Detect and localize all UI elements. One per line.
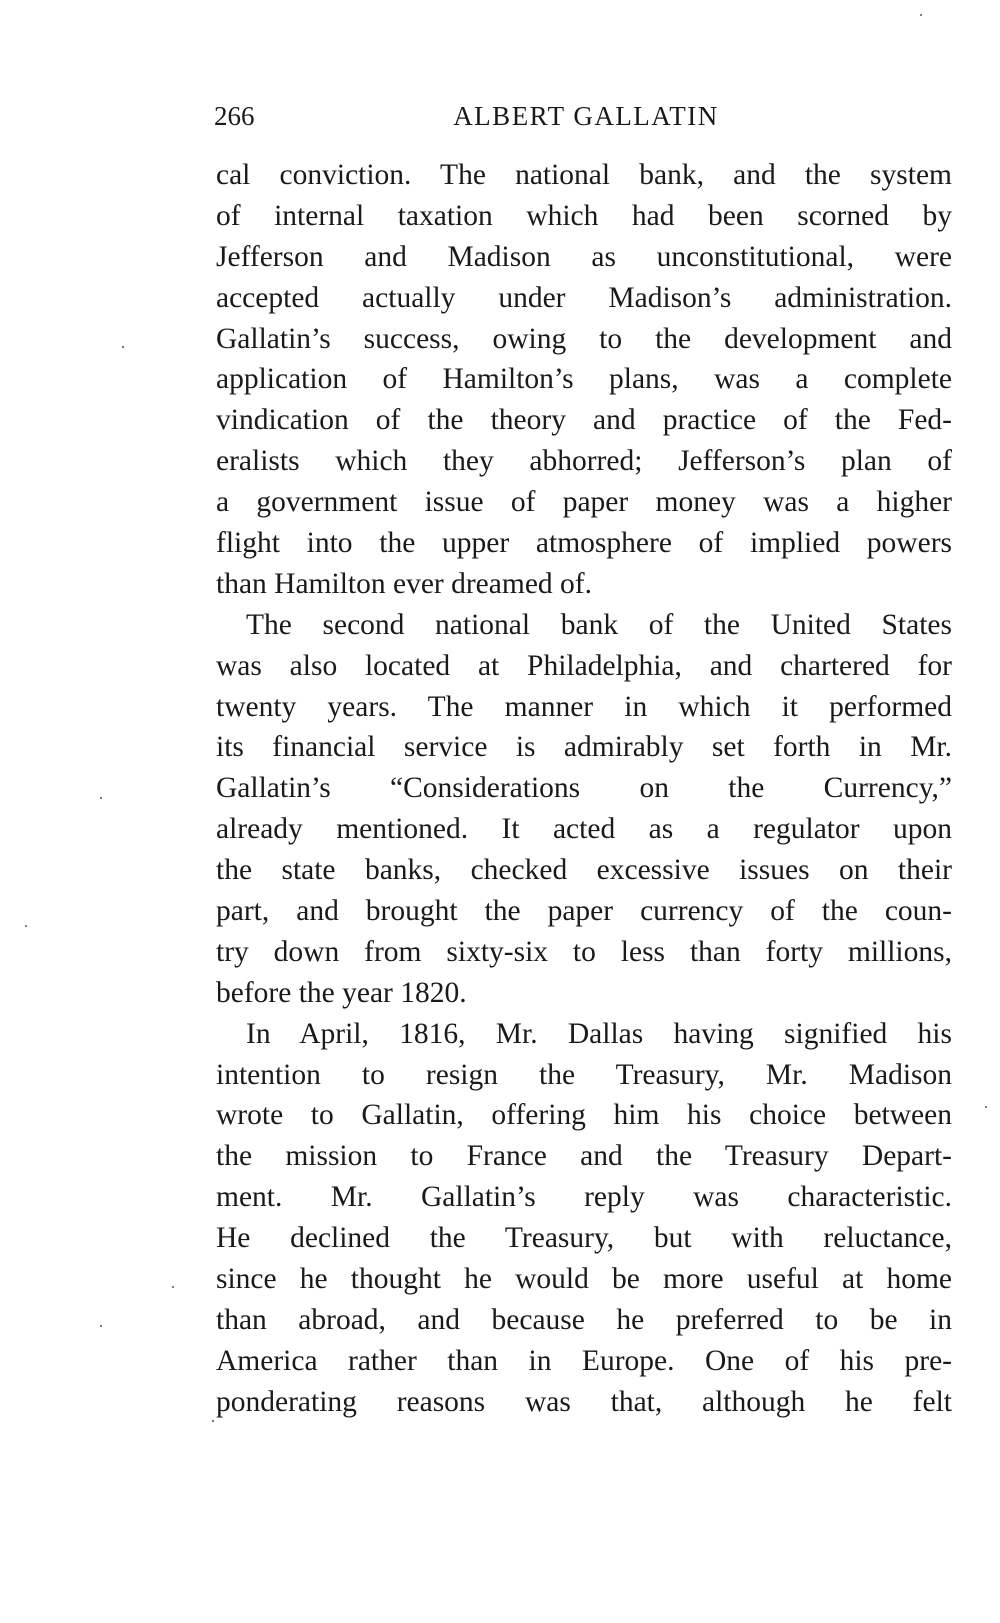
text-line: Jefferson and Madison as unconstitutional, were bbox=[216, 240, 952, 273]
text-line: eralists which they abhorred; Jefferson’s plan of bbox=[216, 445, 952, 478]
text-line: flight into the upper atmosphere of implied powers bbox=[216, 527, 952, 560]
scan-speck bbox=[985, 1106, 987, 1108]
running-head bbox=[214, 96, 946, 136]
text-line: application of Hamilton’s plans, was a complete bbox=[216, 363, 952, 396]
scan-speck bbox=[100, 1325, 102, 1327]
text-line: twenty years. The manner in which it performed bbox=[216, 690, 952, 723]
text-line: its financial service is admirably set forth in Mr. bbox=[216, 731, 952, 764]
text-line: In April, 1816, Mr. Dallas having signified his bbox=[246, 1017, 952, 1050]
text-line: Gallatin’s “Considerations on the Currency,” bbox=[216, 772, 952, 805]
text-line: part, and brought the paper currency of the coun- bbox=[216, 895, 952, 928]
body-text bbox=[216, 155, 952, 1423]
scan-speck bbox=[100, 797, 102, 799]
text-line: since he thought he would be more useful at home bbox=[216, 1263, 952, 1296]
page-number: 266 bbox=[214, 101, 255, 131]
text-line: accepted actually under Madison’s administration. bbox=[216, 281, 952, 314]
text-line: a government issue of paper money was a higher bbox=[216, 486, 952, 519]
text-line: was also located at Philadelphia, and chartered for bbox=[216, 649, 952, 682]
text-line: vindication of the theory and practice of the Fed- bbox=[216, 404, 952, 437]
scan-speck bbox=[122, 346, 124, 348]
scan-speck bbox=[212, 1420, 214, 1422]
scan-speck bbox=[920, 14, 922, 16]
text-line: America rather than in Europe. One of his pre- bbox=[216, 1344, 952, 1377]
text-line: ment. Mr. Gallatin’s reply was characteristic. bbox=[216, 1181, 952, 1214]
text-line: already mentioned. It acted as a regulator upon bbox=[216, 813, 952, 846]
running-title: ALBERT GALLATIN bbox=[453, 101, 719, 131]
text-line: try down from sixty-six to less than forty millions, bbox=[216, 935, 952, 968]
text-line: Gallatin’s success, owing to the development and bbox=[216, 322, 952, 355]
text-line: cal conviction. The national bank, and the system bbox=[216, 159, 952, 191]
text-line: of internal taxation which had been scorned by bbox=[216, 199, 952, 232]
text-line: than abroad, and because he preferred to be in bbox=[216, 1303, 952, 1336]
text-line: He declined the Treasury, but with reluctance, bbox=[216, 1222, 952, 1255]
text-line: the state banks, checked excessive issues on their bbox=[216, 854, 952, 887]
scan-speck bbox=[172, 1286, 174, 1288]
text-line: before the year 1820. bbox=[216, 976, 467, 1009]
text-line: wrote to Gallatin, offering him his choice between bbox=[216, 1099, 952, 1132]
scan-speck bbox=[25, 925, 27, 927]
text-line: the mission to France and the Treasury Depart- bbox=[216, 1140, 952, 1173]
text-line: than Hamilton ever dreamed of. bbox=[216, 567, 592, 600]
text-line: The second national bank of the United States bbox=[246, 608, 952, 641]
text-line: intention to resign the Treasury, Mr. Madison bbox=[216, 1058, 952, 1091]
text-line: ponderating reasons was that, although he felt bbox=[216, 1385, 952, 1418]
